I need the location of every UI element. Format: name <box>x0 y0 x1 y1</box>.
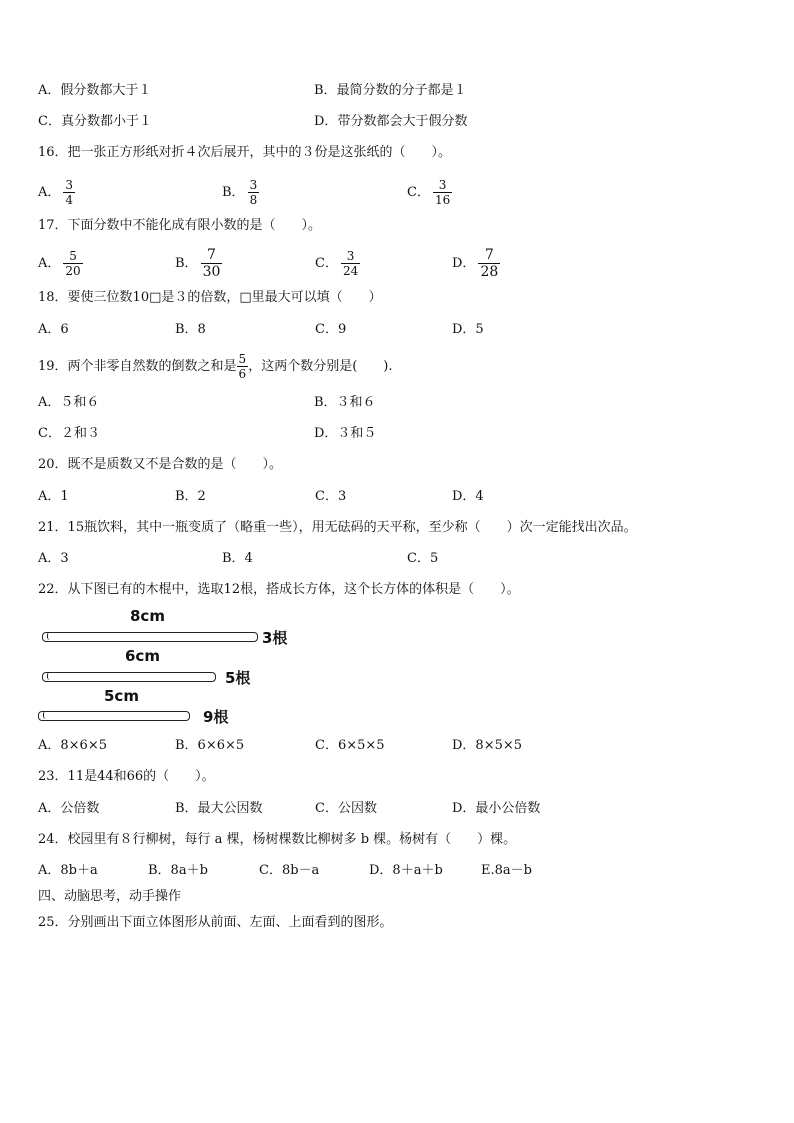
q21-stem-row <box>0 516 794 540</box>
q20-option-c: C．3 <box>315 489 347 504</box>
q16-stem-row <box>0 141 794 165</box>
q23-options <box>0 797 794 821</box>
q21-option-c: C．5 <box>407 551 439 566</box>
q16-option-b: B． $\frac{3}{8}$ <box>222 178 258 207</box>
q22-option-b: B．6×6×5 <box>175 738 245 753</box>
q23-option-c: C．公因数 <box>315 801 377 816</box>
q24-option-a: A．8b＋a <box>38 863 98 878</box>
q23-option-a: A．公倍数 <box>38 801 100 816</box>
q18-stem: 18．要使三位数10□是３的倍数，□里最大可以填（ ） <box>38 290 382 305</box>
q24-option-d: D．8＋a＋b <box>369 863 443 878</box>
q18-option-b: B．8 <box>175 322 206 337</box>
q19-option-c: C．２和３ <box>38 426 100 441</box>
stick-8cm <box>42 632 258 642</box>
q19-option-b: B．３和６ <box>314 395 376 410</box>
q18-stem-row <box>0 286 794 310</box>
q15-option-d: D．带分数都会大于假分数 <box>314 114 468 129</box>
q19-stem-row <box>0 350 794 384</box>
q24-stem-row <box>0 828 794 852</box>
q19-options-row1 <box>0 391 794 415</box>
section-4-heading-row <box>0 885 794 909</box>
sticks-figure <box>0 605 794 725</box>
q21-option-b: B．4 <box>222 551 253 566</box>
q20-option-a: A．1 <box>38 489 69 504</box>
q25-stem: 25．分别画出下面立体图形从前面、左面、上面看到的图形。 <box>38 915 393 930</box>
q16-option-c: C． $\frac{3}{16}$ <box>407 178 451 207</box>
q21-option-a: A．3 <box>38 551 69 566</box>
q19-stem: 19．两个非零自然数的倒数之和是 $\frac{5}{6}$ ，这两个数分别是( ). <box>38 352 393 381</box>
q17-option-c: C． $\frac{3}{24}$ <box>315 249 359 278</box>
q15-options-row2 <box>0 110 794 134</box>
q17-stem-row <box>0 214 794 238</box>
stick-6cm <box>42 672 216 682</box>
stick-5cm <box>38 711 190 721</box>
q15-options-row1 <box>0 79 794 103</box>
q17-stem: 17．下面分数中不能化成有限小数的是（ ）。 <box>38 218 322 233</box>
q24-stem: 24．校园里有８行柳树，每行 a 棵，杨树棵数比柳树多 b 棵。杨树有（ ）棵。 <box>38 832 517 847</box>
q22-options <box>0 734 794 758</box>
stick-8cm-label: 8cm <box>130 607 165 625</box>
q21-stem: 21．15瓶饮料，其中一瓶变质了（略重一些），用无砝码的天平称，至少称（ ）次一定能找出次品。 <box>38 520 637 535</box>
stick-5cm-count: 9根 <box>203 708 229 726</box>
q22-option-c: C．6×5×5 <box>315 738 385 753</box>
q24-option-b: B．8a＋b <box>148 863 208 878</box>
q15-option-b: B．最简分数的分子都是１ <box>314 83 467 98</box>
q17-options <box>0 246 794 282</box>
q18-option-d: D．5 <box>452 322 484 337</box>
q15-option-a: A．假分数都大于１ <box>38 83 152 98</box>
q23-stem: 23．11是44和66的（ ）。 <box>38 769 215 784</box>
q16-option-a: A． $\frac{3}{4}$ <box>38 178 74 207</box>
stick-5cm-label: 5cm <box>104 687 139 705</box>
q16-stem: 16．把一张正方形纸对折４次后展开，其中的３份是这张纸的（ ）。 <box>38 145 452 160</box>
q21-options <box>0 547 794 571</box>
q23-option-d: D．最小公倍数 <box>452 801 541 816</box>
q20-option-b: B．2 <box>175 489 206 504</box>
q24-option-c: C．8b－a <box>259 863 320 878</box>
q18-options <box>0 318 794 342</box>
q22-stem: 22．从下图已有的木棍中，选取12根，搭成长方体，这个长方体的体积是（ ）。 <box>38 582 520 597</box>
section-4-heading: 四、动脑思考，动手操作 <box>38 889 182 904</box>
q16-options <box>0 176 794 210</box>
stick-8cm-count: 3根 <box>262 629 288 647</box>
q22-stem-row <box>0 578 794 602</box>
q22-option-d: D．8×5×5 <box>452 738 523 753</box>
q20-options <box>0 485 794 509</box>
q20-stem: 20．既不是质数又不是合数的是（ ）。 <box>38 457 283 472</box>
q22-option-a: A．8×6×5 <box>38 738 107 753</box>
stick-6cm-count: 5根 <box>225 669 251 687</box>
q19-option-a: A．５和６ <box>38 395 100 410</box>
q15-option-c: C．真分数都小于１ <box>38 114 152 129</box>
q23-option-b: B．最大公因数 <box>175 801 263 816</box>
q24-options <box>0 859 794 883</box>
q17-option-a: A． $\frac{5}{20}$ <box>38 249 81 278</box>
q20-option-d: D．4 <box>452 489 484 504</box>
q19-option-d: D．３和５ <box>314 426 377 441</box>
q20-stem-row <box>0 453 794 477</box>
q18-option-c: C．9 <box>315 322 347 337</box>
q25-row <box>0 911 794 935</box>
q18-option-a: A．6 <box>38 322 69 337</box>
q17-option-b: B． $\frac{7}{30}$ <box>175 247 221 280</box>
stick-6cm-label: 6cm <box>125 647 160 665</box>
q19-options-row2 <box>0 422 794 446</box>
q23-stem-row <box>0 765 794 789</box>
q17-option-d: D． $\frac{7}{28}$ <box>452 247 499 280</box>
q24-option-e: E.8a－b <box>481 863 532 878</box>
